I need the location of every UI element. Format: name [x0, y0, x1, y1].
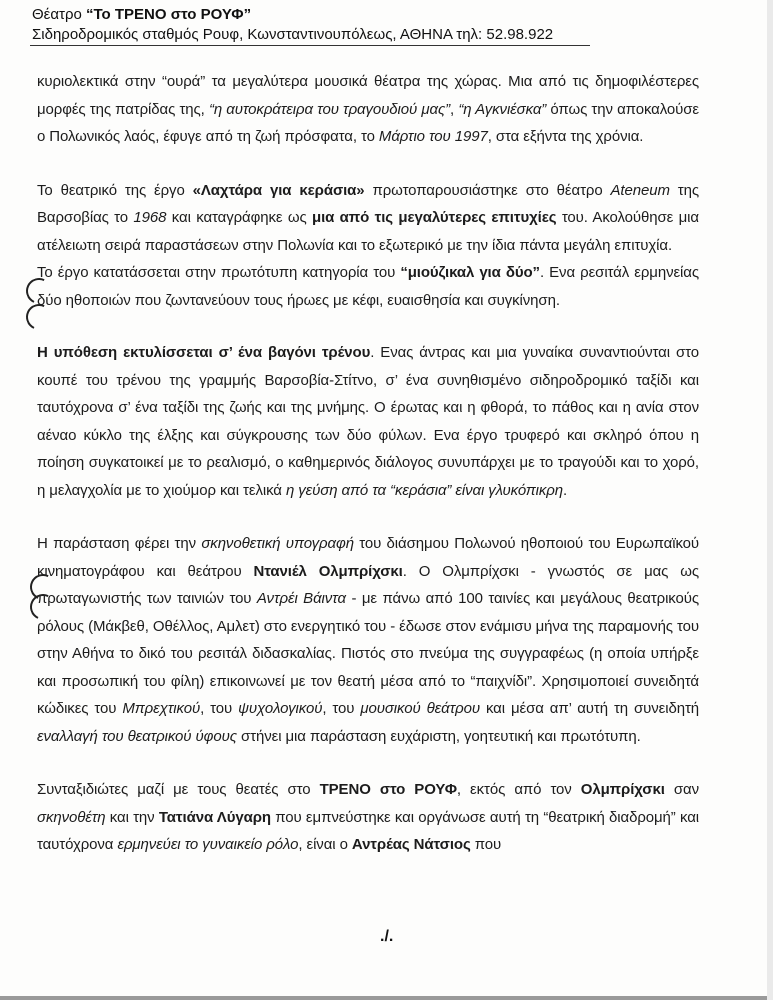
italic-text-run: εναλλαγή του θεατρικού ύφους [37, 727, 237, 745]
letterhead [32, 0, 592, 45]
text-run: . Ενα ρεσιτάλ ερμηνείας δύο ηθοποιών που ζωντανεύουν τους ήρωες με κέφι, ευαισθησία και συγκίνηση. [37, 264, 699, 309]
text-run: . Ενας άντρας και μια γυναίκα συναντιούνται στο κουπέ του τρένου της γραμμής Βαρσοβία-Στίτνο, σ’ ένα συνηθισμένο σιδηροδρομικό ταξίδι και ταυτόχρονα σ’ ένα ταξίδι της ζωής και της μνήμης. Ο έρωτας και η φθορά, το πάθος και η ανία στον αέναο κύκλο της έλξης και σύγκρουσης των δύο φύλων. Ενα έργο τρυφερό και σκληρό όπου η ποίηση συγκατοικεί με το ρεαλισμό, ο καθημερινός διάλογος συνυπάρχει με το τραγούδι και το χορό, η μελαγχολία με το χιούμορ και τελικά [37, 344, 699, 499]
italic-text-run: “η αυτοκράτειρα του τραγουδιού μας” [208, 100, 451, 118]
header-divider [30, 45, 590, 46]
scan-edge [767, 0, 773, 1000]
text-run: , [450, 100, 459, 118]
bold-text-run: Ολμπρίχσκι [580, 781, 665, 798]
text-run: κυριολεκτικά στην “ουρά” τα μεγαλύτερα μουσικά θέατρα της χώρας. Μια από τις δημοφιλέστερες μορφές της πατρίδας της, [37, 73, 699, 118]
italic-text-run: μουσικού θεάτρου [360, 700, 480, 717]
bold-text-run: Ντανιέλ Ολμπρίχσκι [253, 562, 403, 580]
text-run: και την [105, 808, 159, 826]
text-run: του διάσημου Πολωνού ηθοποιού του Ευρωπαϊκού κινηματογράφου και θεάτρου [37, 535, 700, 580]
text-run: σαν [664, 781, 699, 798]
letterhead-address: Σιδηροδρομικός σταθμός Ρουφ, Κωνσταντινουπόλεως, ΑΘΗΝΑ τηλ: 52.98.922 [32, 26, 554, 43]
text-run: . [563, 481, 568, 499]
text-run: στήνει μια παράσταση ευχάριστη, γοητευτική και πρωτότυπη. [236, 727, 641, 745]
text-run: του. Ακολούθησε μια ατέλειωτη σειρά παραστάσεων στην Πολωνία και το εξωτερικό με την ίδια πάντα μεγάλη επιτυχία. [37, 209, 699, 254]
paragraph [37, 259, 699, 314]
bold-text-run: «Λαχτάρα για κεράσια» [192, 181, 365, 199]
page-continuation-mark: ./. [380, 928, 394, 945]
italic-text-run: Ateneum [610, 181, 670, 199]
body-text [37, 68, 699, 859]
text-run: Συνταξιδιώτες μαζί με τους θεατές στο [37, 781, 320, 798]
paragraph [37, 776, 699, 859]
text-run: - με πάνω από 100 ταινίες και μεγάλους θεατρικούς ρόλους (Μάκβεθ, Οθέλλος, Αμλετ) στο ενεργητικό του - έδωσε στον ενάμισυ μήνα της παραμονής του στην Αθήνα το δικό του ρεσιτάλ διδασκαλίας. Πιστός στο πνεύμα της συγγραφέως (η οποία υπήρξε και προσωπική του φίλη) επικοινωνεί με τον θεατή μέσα από το “παιχνίδι”. Χρησιμοποιεί συνειδητά κώδικες του [37, 590, 699, 717]
text-run: , στα εξήντα της χρόνια. [487, 128, 644, 145]
theatre-prefix: Θέατρο [32, 6, 86, 23]
bold-text-run: μια από τις μεγαλύτερες επιτυχίες [312, 209, 557, 226]
text-run: και μέσα απ’ αυτή τη συνειδητή [480, 700, 700, 717]
italic-text-run: ερμηνεύει το γυναικείο ρόλο [117, 836, 299, 853]
italic-text-run: σκηνοθετική υπογραφή [201, 535, 354, 552]
italic-text-run: Αντρέι Βάιντα [256, 590, 346, 607]
italic-text-run: “η Αγκνιέσκα” [458, 100, 547, 118]
italic-text-run: η γεύση από τα “κεράσια” είναι γλυκόπικρη [285, 481, 564, 499]
paragraph [37, 339, 699, 504]
text-run: πρωτοπαρουσιάστηκε στο θέατρο [364, 181, 611, 199]
text-run: , του [200, 700, 239, 717]
italic-text-run: Μάρτιο του 1997 [378, 128, 488, 145]
text-run: και καταγράφηκε ως [166, 209, 312, 226]
italic-text-run: Μπρεχτικού [122, 700, 201, 717]
text-run: Το θεατρικό της έργο [37, 181, 193, 199]
text-run: , είναι ο [298, 836, 352, 853]
text-run: όπως την αποκαλούσε ο Πολωνικός λαός, έφυγε από τη ζωή πρόσφατα, το [37, 100, 700, 145]
letterhead-title [32, 5, 592, 25]
text-run: , του [322, 700, 361, 717]
text-run: . Ο Ολμπρίχσκι - γνωστός σε μας ως πρωταγωνιστής των ταινιών του [37, 562, 700, 607]
italic-text-run: σκηνοθέτη [37, 808, 106, 826]
text-run: που εμπνεύστηκε και οργάνωσε αυτή τη “θεατρική διαδρομή” και ταυτόχρονα [37, 808, 700, 853]
text-run: , εκτός από τον [456, 781, 581, 798]
italic-text-run: ψυχολογικού [238, 700, 323, 717]
paragraph [37, 68, 699, 151]
text-run: της Βαρσοβίας το [37, 181, 699, 226]
paragraph [37, 530, 699, 750]
bold-text-run: ΤΡΕΝΟ στο ΡΟΥΦ [319, 781, 457, 798]
text-run: Το έργο κατατάσσεται στην πρωτότυπη κατηγορία του [37, 264, 401, 281]
text-run: Η παράσταση φέρει την [37, 535, 202, 552]
bold-text-run: Αντρέας Νάτσιος [351, 836, 471, 853]
text-run: που [470, 836, 502, 853]
scan-edge [0, 996, 773, 1000]
bold-text-run: “μιούζικαλ για δύο” [400, 264, 540, 281]
theatre-name: “Το ΤΡΕΝΟ στο ΡΟΥΦ” [86, 6, 252, 23]
bold-text-run: Τατιάνα Λύγαρη [158, 808, 271, 826]
bold-text-run: Η υπόθεση εκτυλίσσεται σ’ ένα βαγόνι τρένου [37, 344, 371, 361]
paragraph [37, 177, 699, 260]
italic-text-run: 1968 [133, 209, 167, 226]
